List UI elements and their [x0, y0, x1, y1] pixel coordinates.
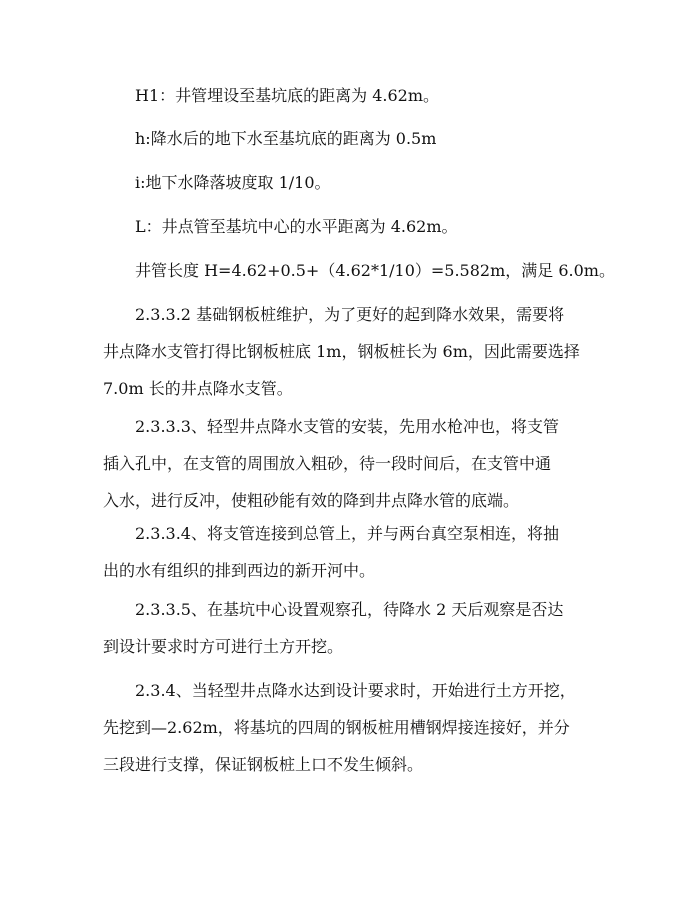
paragraph-line: 插入孔中，在支管的周围放入粗砂，待一段时间后，在支管中通: [103, 454, 552, 473]
paragraph-line: 2.3.3.4、将支管连接到总管上，并与两台真空泵相连，将抽: [135, 524, 559, 543]
paragraph-2-3-3-2: [103, 296, 603, 407]
paragraph-line: 先挖到—2.62m，将基坑的四周的钢板桩用槽钢焊接连接好，并分: [103, 718, 570, 737]
paragraph-line: 2.3.3.5、在基坑中心设置观察孔，待降水 2 天后观察是否达: [135, 600, 564, 619]
paragraph-line: 井点降水支管打得比钢板桩底 1m，钢板桩长为 6m，因此需要选择: [103, 342, 580, 361]
paragraph-line: 2.3.3.3、轻型井点降水支管的安装，先用水枪冲也，将支管: [135, 417, 559, 436]
definition-l: L：井点管至基坑中心的水平距离为 4.62m。: [135, 217, 458, 236]
paragraph-2-3-3-5: [103, 591, 603, 665]
paragraph-2-3-3-3: [103, 408, 603, 519]
paragraph-line: 出的水有组织的排到西边的新开河中。: [103, 561, 376, 580]
paragraph-line: 2.3.4、当轻型井点降水达到设计要求时，开始进行土方开挖，: [135, 681, 576, 700]
pipe-length-formula: 井管长度 H=4.62+0.5+（4.62*1/10）=5.582m，满足 6.0m。: [135, 261, 615, 280]
paragraph-line: 到设计要求时方可进行土方开挖。: [103, 637, 344, 656]
paragraph-2-3-4: [103, 672, 603, 783]
definition-h: h:降水后的地下水至基坑底的距离为 0.5m: [135, 129, 437, 148]
definition-h1: H1：井管埋设至基坑底的距离为 4.62m。: [135, 86, 440, 105]
paragraph-line: 三段进行支撑，保证钢板桩上口不发生倾斜。: [103, 755, 424, 774]
paragraph-line: 2.3.3.2 基础钢板桩维护，为了更好的起到降水效果，需要将: [135, 305, 565, 324]
paragraph-2-3-3-4: [103, 515, 603, 589]
paragraph-line: 7.0m 长的井点降水支管。: [103, 379, 293, 398]
paragraph-line: 入水，进行反冲，使粗砂能有效的降到井点降水管的底端。: [103, 491, 520, 510]
definition-i: i:地下水降落坡度取 1/10。: [135, 173, 331, 192]
